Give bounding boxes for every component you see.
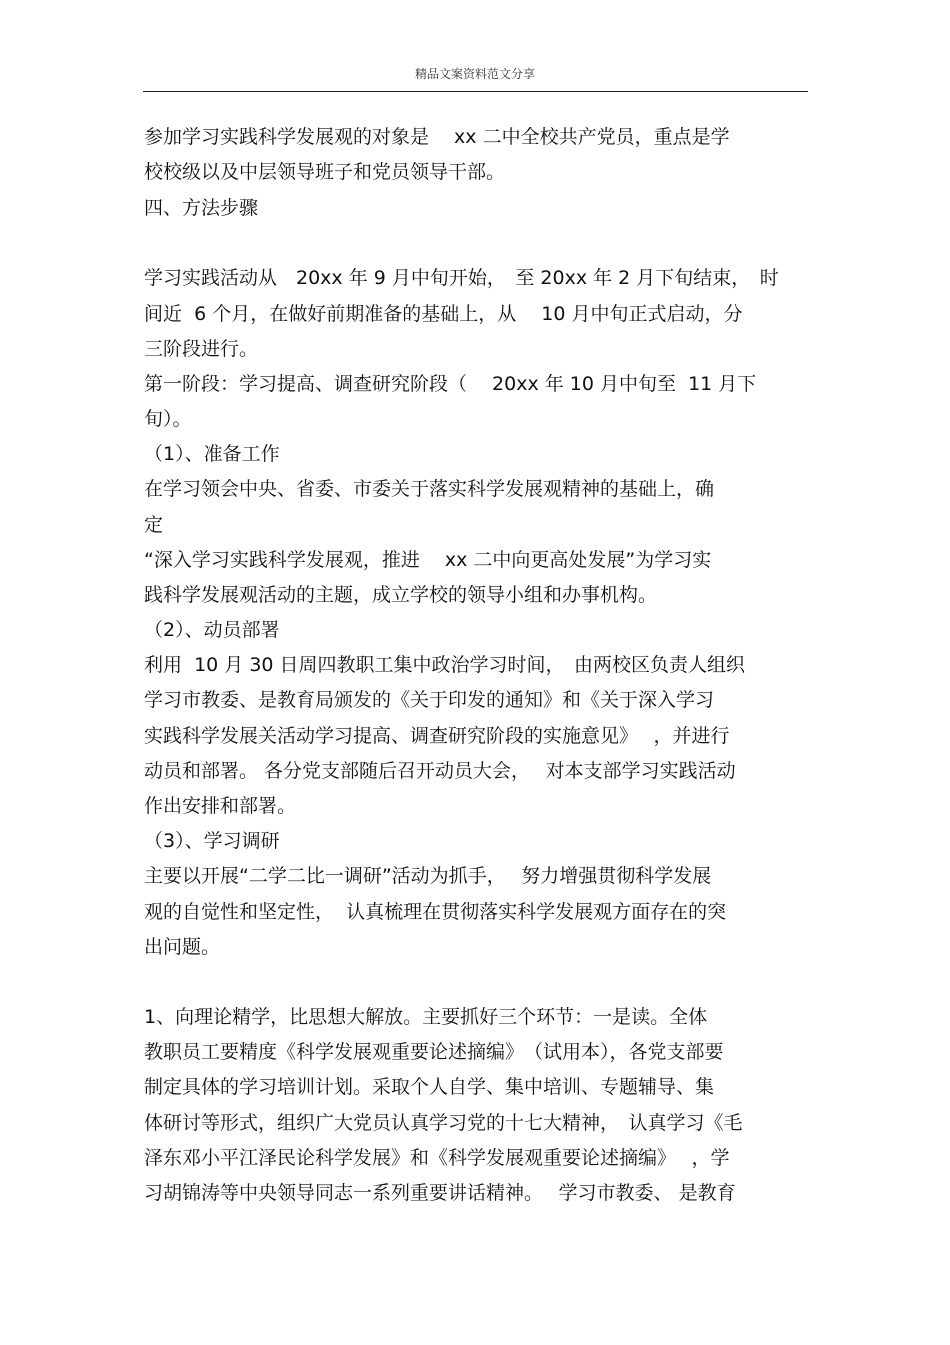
text-line: 体研讨等形式，组织广大党员认真学习党的十七大精神， 认真学习《毛 xyxy=(144,1112,743,1134)
text-line: 践科学发展观活动的主题，成立学校的领导小组和办事机构。 xyxy=(144,584,658,606)
text-line: 作出安排和部署。 xyxy=(144,795,297,817)
text-line: 动员和部署。 各分党支部随后召开动员大会， 对本支部学习实践活动 xyxy=(144,760,736,782)
text-line: 制定具体的学习培训计划。采取个人自学、集中培训、专题辅导、集 xyxy=(144,1076,715,1098)
text-line: 间近 6 个月，在做好前期准备的基础上，从 10 月中旬正式启动，分 xyxy=(144,303,743,325)
text-line: 定 xyxy=(144,514,164,536)
text-line: 教职员工要精度《科学发展观重要论述摘编》 （试用本），各党支部要 xyxy=(144,1041,724,1063)
text-line: 主要以开展“二学二比一调研”活动为抓手， 努力增强贯彻科学发展 xyxy=(144,865,712,887)
text-line: 校校级以及中层领导班子和党员领导干部。 xyxy=(144,161,506,183)
text-line: 泽东邓小平江泽民论科学发展》和《科学发展观重要论述摘编》 ，学 xyxy=(144,1147,730,1169)
header-divider xyxy=(143,91,808,92)
text-line: 实践科学发展关活动学习提高、调查研究阶段的实施意见》 ，并进行 xyxy=(144,725,730,747)
subsection-heading: （2）、动员部署 xyxy=(144,619,280,641)
text-line: 旬）。 xyxy=(144,408,192,430)
subsection-heading: （1）、准备工作 xyxy=(144,443,280,465)
text-line: “深入学习实践科学发展观，推进 xx 二中向更高处发展”为学习实 xyxy=(144,549,712,571)
text-line: 第一阶段：学习提高、调查研究阶段（ 20xx 年 10 月中旬至 11 月下 xyxy=(144,373,757,395)
text-line: 三阶段进行。 xyxy=(144,338,259,360)
text-line: 出问题。 xyxy=(144,936,221,958)
text-line: 利用 10 月 30 日周四教职工集中政治学习时间， 由两校区负责人组织 xyxy=(144,654,746,676)
text-line: 1、向理论精学，比思想大解放。主要抓好三个环节：一是读。全体 xyxy=(144,1006,708,1028)
page-header: 精品文案资料范文分享 xyxy=(414,67,535,81)
text-line: 在学习领会中央、省委、市委关于落实科学发展观精神的基础上，确 xyxy=(144,478,715,500)
section-heading: 四、方法步骤 xyxy=(144,197,259,219)
text-line: 习胡锦涛等中央领导同志一系列重要讲话精神。 学习市教委、 是教育 xyxy=(144,1182,736,1204)
text-line: 学习实践活动从 20xx 年 9 月中旬开始， 至 20xx 年 2 月下旬结束， 时 xyxy=(144,267,779,289)
text-line: 参加学习实践科学发展观的对象是 xx 二中全校共产党员，重点是学 xyxy=(144,126,730,148)
text-line: 学习市教委、是教育局颁发的《关于印发的通知》和《关于深入学习 xyxy=(144,689,715,711)
text-line: 观的自觉性和坚定性， 认真梳理在贯彻落实科学发展观方面存在的突 xyxy=(144,901,727,923)
subsection-heading: （3）、学习调研 xyxy=(144,830,280,852)
